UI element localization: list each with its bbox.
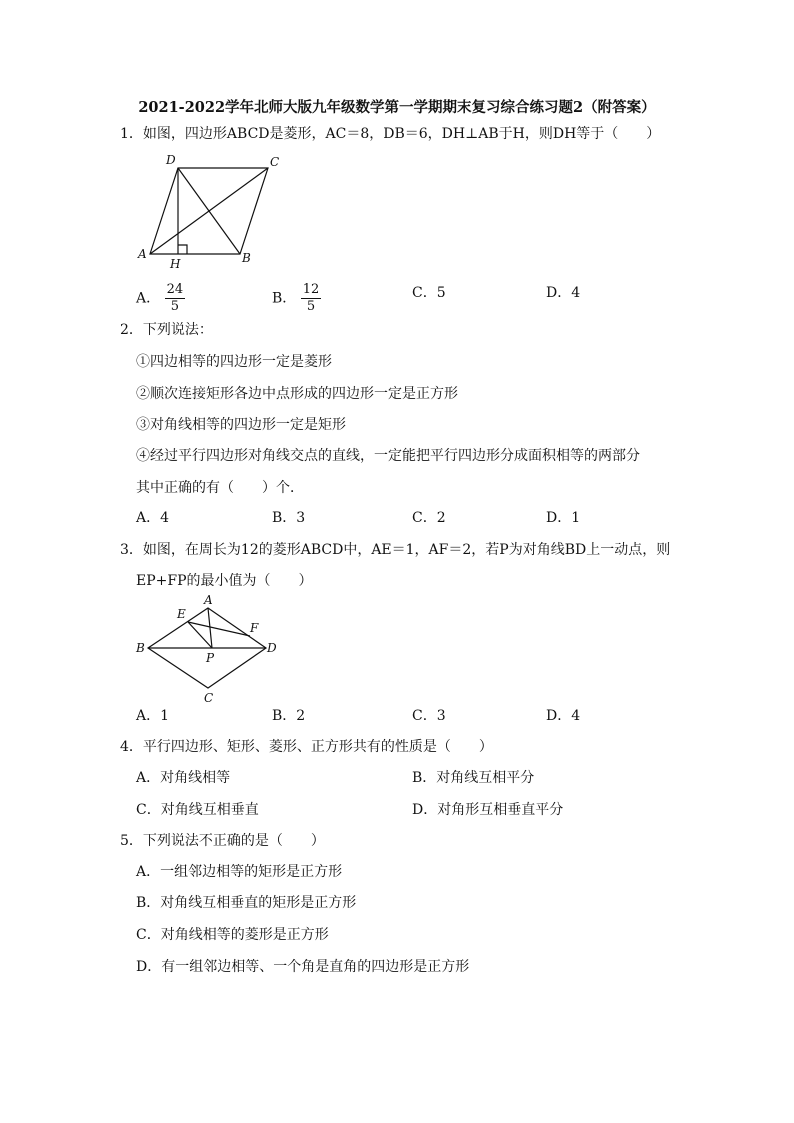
q4-option-b[interactable]: B．对角线互相平分 [412,770,535,786]
q2-item-2: ②顺次连接矩形各边中点形成的四边形一定是正方形 [136,386,458,402]
q5-stem: 5．下列说法不正确的是（ ） [120,833,325,849]
q3-label-f: F [250,621,259,635]
q1-option-b-den: 5 [306,299,316,314]
q1-diagonal-db [178,168,240,254]
q5-option-d[interactable]: D．有一组邻边相等、一个角是直角的四边形是正方形 [136,959,470,975]
q1-label-b: B [242,251,251,265]
q1-option-a[interactable] [136,282,185,315]
q1-option-b[interactable] [272,282,321,315]
q2-stem: 2．下列说法： [120,322,213,338]
q1-option-a-letter: A． [136,290,161,307]
q1-option-a-fraction [165,282,186,315]
q3-label-p: P [206,651,215,665]
q3-figure-rhombus [130,590,290,705]
q5-option-b[interactable]: B．对角线互相垂直的矩形是正方形 [136,895,357,911]
q1-option-b-letter: B． [272,290,297,307]
q3-label-e: E [177,607,186,621]
q1-stem: 1．如图，四边形ABCD是菱形，AC＝8，DB＝6，DH⊥AB于H，则DH等于（ ） [120,126,661,142]
q3-segment-ap [208,608,212,648]
q1-label-a: A [138,247,147,261]
q2-tail: 其中正确的有（ ）个． [136,480,304,496]
q4-option-c[interactable]: C．对角线互相垂直 [136,802,259,818]
q2-item-4: ④经过平行四边形对角线交点的直线，一定能把平行四边形分成面积相等的两部分 [136,448,640,464]
q3-stem-line-2: EP+FP的最小值为（ ） [136,573,313,589]
q2-option-b[interactable]: B．3 [272,510,306,526]
q1-figure-rhombus [130,150,290,275]
q3-option-d[interactable]: D．4 [546,708,581,724]
q3-segment-ep [188,622,212,648]
q3-label-a: A [204,593,213,607]
q2-item-1: ①四边相等的四边形一定是菱形 [136,354,332,370]
q1-label-c: C [270,155,280,169]
q3-label-c: C [204,691,214,705]
q1-option-c[interactable]: C．5 [412,285,446,301]
q4-stem: 4．平行四边形、矩形、菱形、正方形共有的性质是（ ） [120,739,493,755]
q1-option-a-den: 5 [170,299,179,314]
q3-stem-line-1: 3．如图，在周长为12的菱形ABCD中，AE＝1，AF＝2，若P为对角线BD上一动点，则 [120,542,671,558]
q1-option-a-num: 24 [166,282,184,297]
q3-label-d: D [267,641,277,655]
q3-segment-ef [188,622,250,636]
q2-option-a[interactable]: A．4 [136,510,170,526]
q1-option-b-fraction [301,282,322,315]
q5-option-a[interactable]: A．一组邻边相等的矩形是正方形 [136,864,343,880]
q1-option-b-num: 12 [302,282,320,297]
page-title: 2021-2022学年北师大版九年级数学第一学期期末复习综合练习题2（附答案） [138,99,656,116]
q2-item-3: ③对角线相等的四边形一定是矩形 [136,417,346,433]
q3-label-b: B [136,641,145,655]
q4-option-a[interactable]: A．对角线相等 [136,770,231,786]
q3-option-b[interactable]: B．2 [272,708,306,724]
q1-option-d[interactable]: D．4 [546,285,581,301]
q3-option-c[interactable]: C．3 [412,708,446,724]
q5-option-c[interactable]: C．对角线相等的菱形是正方形 [136,927,329,943]
q1-right-angle-mark [178,245,187,254]
q3-option-a[interactable]: A．1 [136,708,170,724]
q1-label-d: D [166,153,176,167]
q1-label-h: H [170,257,181,271]
q4-option-d[interactable]: D．对角形互相垂直平分 [412,802,564,818]
q2-option-d[interactable]: D．1 [546,510,581,526]
q2-option-c[interactable]: C．2 [412,510,446,526]
